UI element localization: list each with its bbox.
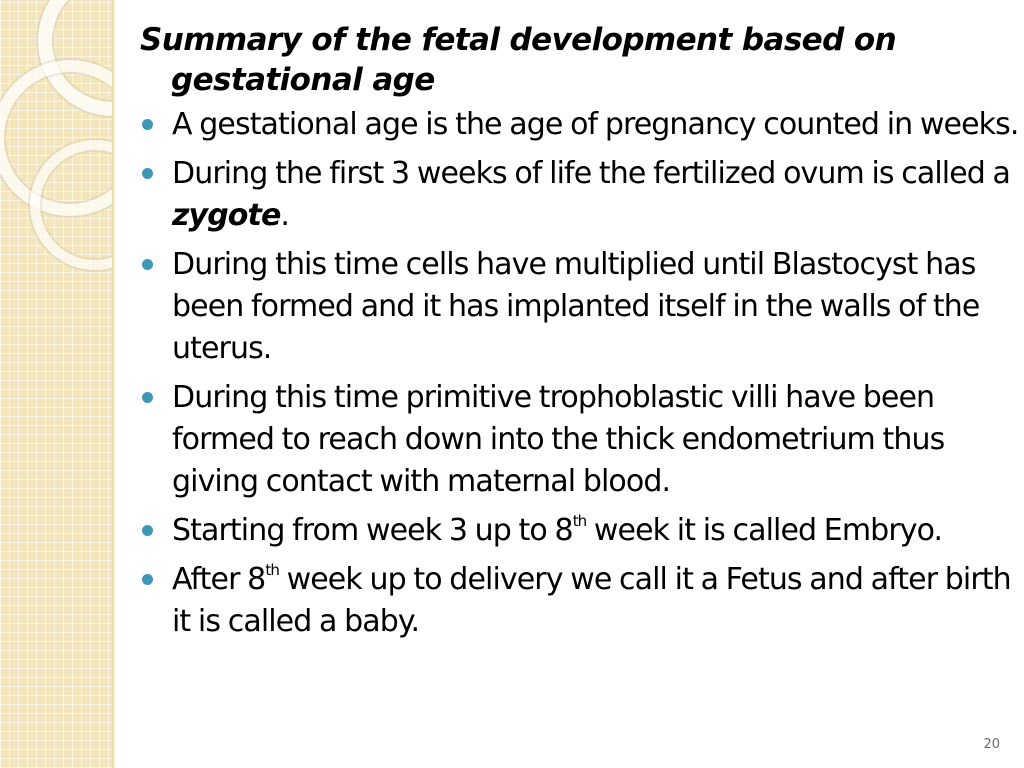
page-number: 20: [983, 737, 1000, 752]
bullet-emphasis: zygote: [172, 198, 281, 233]
bullet-item-blastocyst: [140, 244, 1020, 370]
bullet-dot-icon: [142, 168, 153, 179]
bullet-text-end: week it is called Embryo.: [586, 513, 943, 548]
bullet-text: During the first 3 weeks of life the fertilized ovum is called a: [172, 156, 1011, 191]
bullet-superscript: th: [572, 512, 587, 530]
bullet-item-embryo: [140, 510, 1020, 552]
bullet-text-end: .: [280, 198, 290, 233]
bullet-text-end: week up to delivery we call it a Fetus and after birth it is called a baby.: [172, 562, 1011, 639]
slide-content: [140, 20, 1020, 650]
side-panel-edge: [112, 0, 115, 768]
bullet-superscript: th: [265, 561, 279, 579]
bullet-item-zygote: [140, 153, 1020, 237]
bullet-text: During this time primitive trophoblastic villi have been formed to reach down into the thick endometrium thus giving contact with maternal blood.: [172, 380, 945, 499]
bullet-dot-icon: [142, 259, 153, 270]
bullet-item-fetus: [140, 559, 1020, 643]
decorative-side-panel: [0, 0, 112, 768]
bullet-text: During this time cells have multiplied until Blastocyst has been formed and it has implanted itself in the walls of the uterus.: [172, 247, 980, 366]
slide-title: Summary of the fetal development based on gestational age: [140, 22, 897, 98]
bullet-dot-icon: [142, 119, 153, 130]
bullet-text: Starting from week 3 up to 8: [172, 513, 573, 548]
bullet-dot-icon: [142, 525, 153, 536]
bullet-list: [140, 104, 1020, 643]
bullet-item-gestational-age: [140, 104, 1020, 146]
bullet-text: A gestational age is the age of pregnancy counted in weeks.: [172, 107, 1019, 142]
bullet-item-trophoblastic-villi: [140, 377, 1020, 503]
bullet-dot-icon: [142, 574, 153, 585]
bullet-dot-icon: [142, 392, 153, 403]
bullet-text: After 8: [172, 562, 266, 597]
